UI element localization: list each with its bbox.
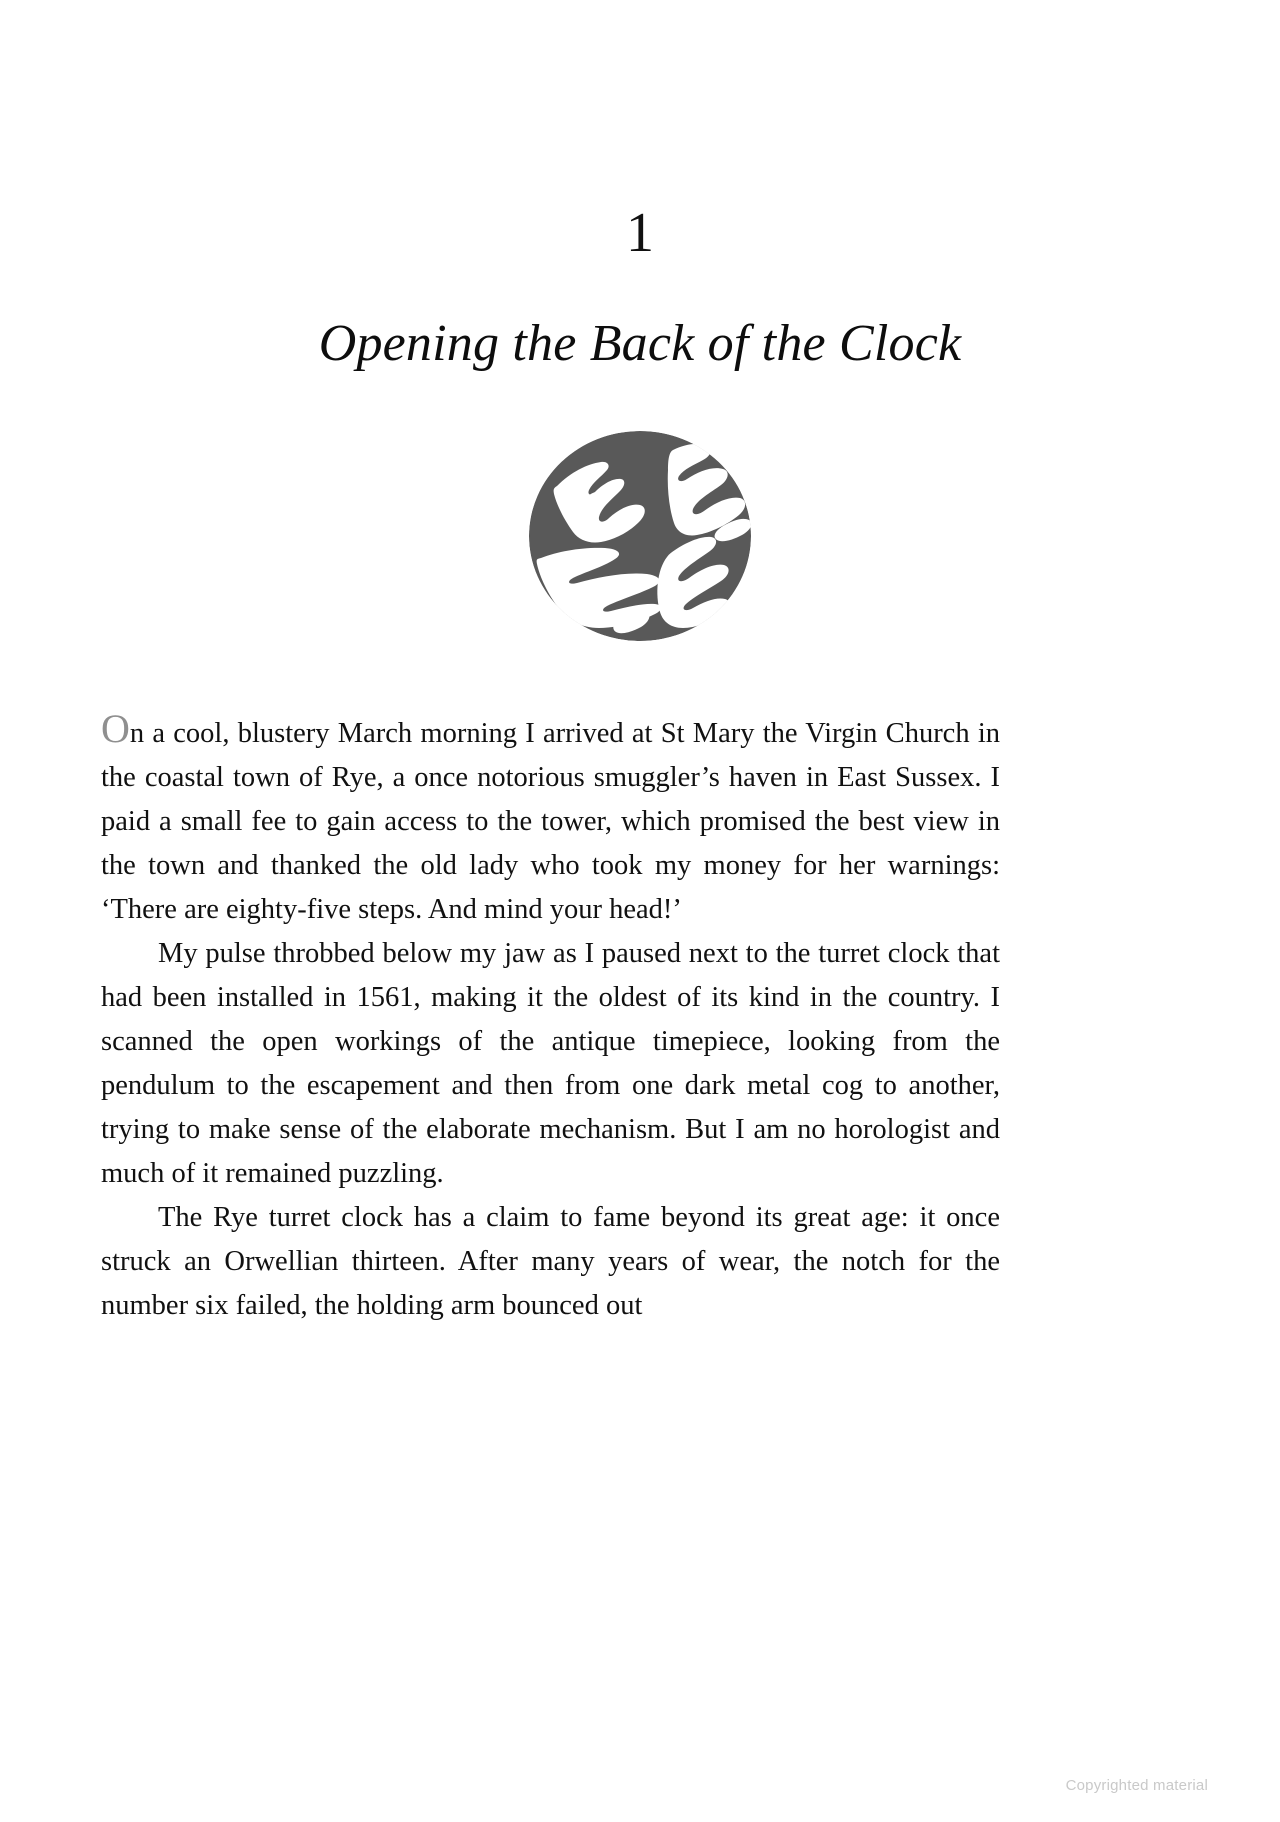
chapter-body [101, 706, 1000, 1328]
body-paragraph-2: My pulse throbbed below my jaw as I paused next to the turret clock that had been installed in 1561, making it the oldest of its kind in the country. I scanned the open workings of the antique timepiece, looking from the pendulum to the escapement and then from one dark metal cog to another, trying to make sense of the elaborate mechanism. But I am no horologist and much of it remained puzzling. [101, 938, 1000, 1189]
body-paragraph-1 [101, 706, 1000, 932]
chapter-ornament [0, 430, 1280, 642]
globe-emblem-icon [527, 430, 753, 642]
chapter-number: 1 [626, 202, 654, 264]
drop-cap: O [101, 706, 130, 751]
body-paragraph-1-text: n a cool, blustery March morning I arrived at St Mary the Virgin Church in the coastal town of Rye, a once notorious smuggler’s haven in East Sussex. I paid a small fee to gain access to the tower, which promised the best view in the town and thanked the old lady who took my money for her warnings: ‘There are eighty-five steps. And mind your head!’ [101, 718, 1000, 925]
body-paragraph-3: The Rye turret clock has a claim to fame beyond its great age: it once struck an Orwellian thirteen. After many years of wear, the notch for the number six failed, the holding arm bounced out [101, 1202, 1000, 1321]
chapter-title: Opening the Back of the Clock [318, 315, 962, 372]
copyright-watermark: Copyrighted material [1065, 1777, 1208, 1794]
